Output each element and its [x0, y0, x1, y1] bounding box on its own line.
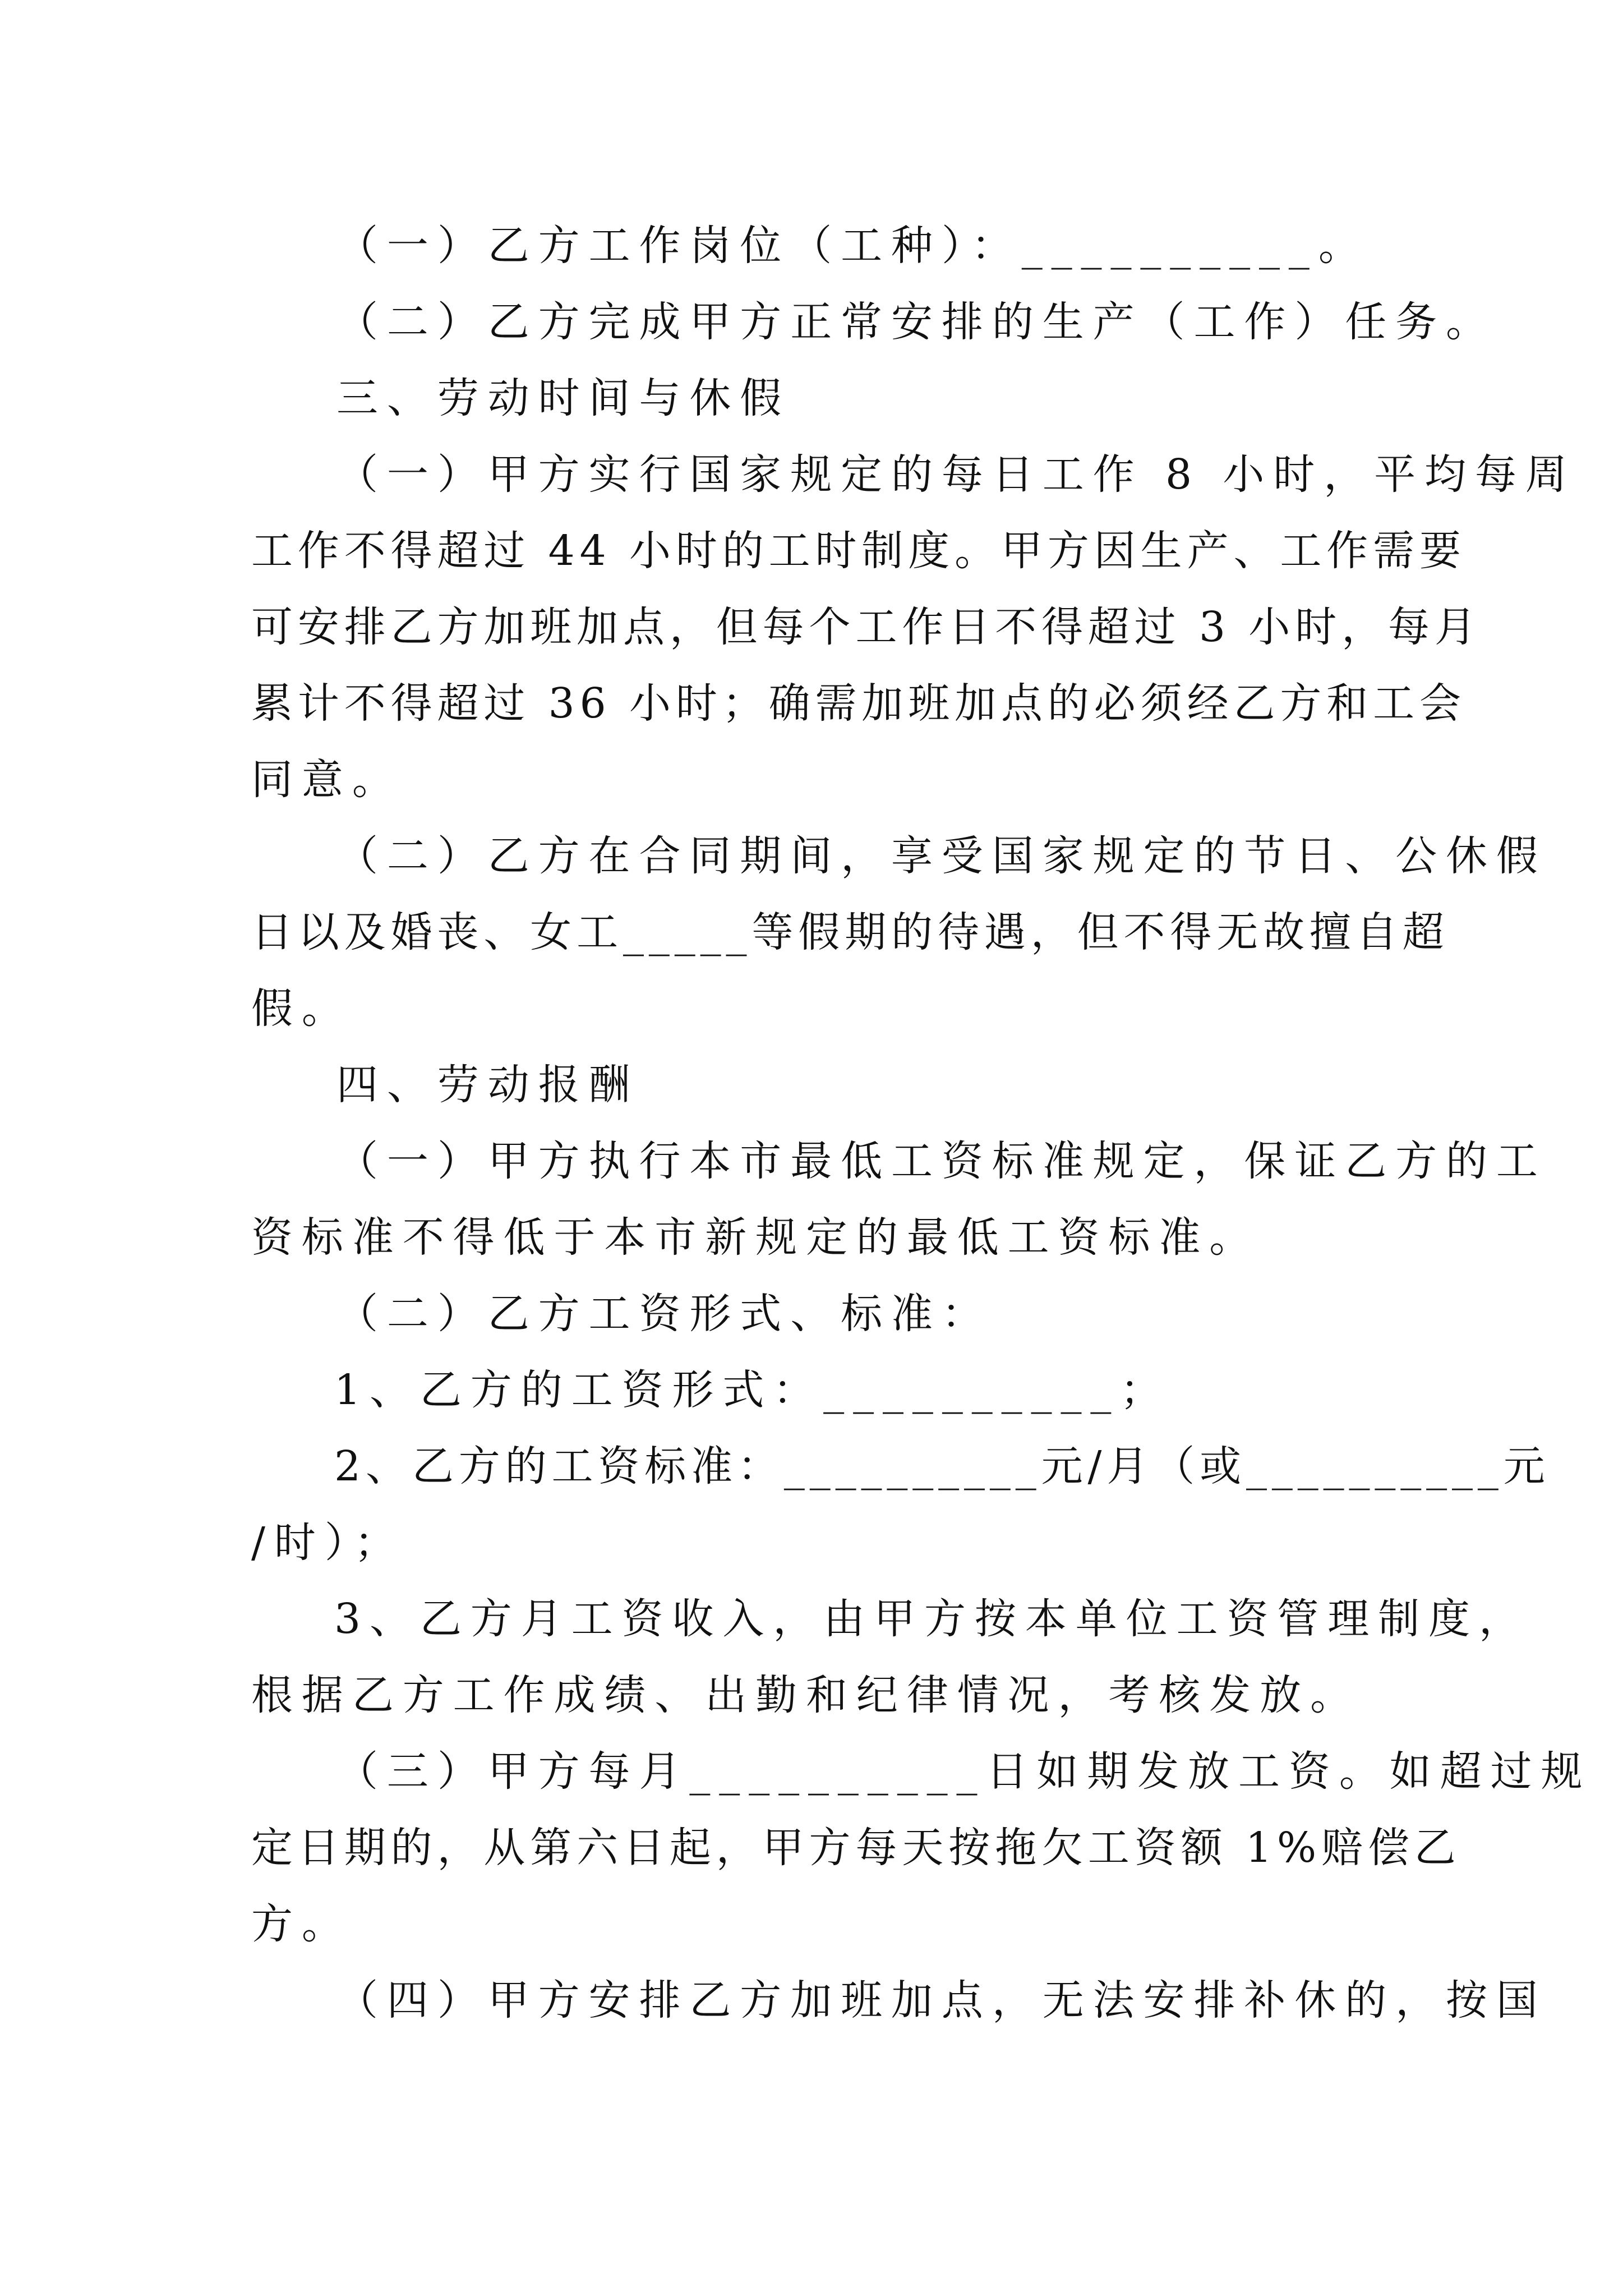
item-wage-standard-line-2: /时）；	[251, 1519, 405, 1567]
item-monthly-income-line-2: 根据乙方工作成绩、出勤和纪律情况，考核发放。	[251, 1671, 1361, 1719]
paragraph-minimum-wage-line-1: （一）甲方执行本市最低工资标准规定，保证乙方的工	[336, 1137, 1547, 1185]
paragraph-overtime-line-1: （四）甲方安排乙方加班加点，无法安排补休的，按国	[336, 1976, 1547, 2024]
paragraph-holidays-line-1: （二）乙方在合同期间，享受国家规定的节日、公休假	[336, 832, 1547, 880]
clause-3-1-job-position: （一）乙方工作岗位（工种）：__________。	[336, 222, 1369, 270]
paragraph-working-hours-line-2: 工作不得超过 44 小时的工时制度。甲方因生产、工作需要	[251, 527, 1466, 575]
paragraph-wage-form-heading: （二）乙方工资形式、标准：	[336, 1290, 992, 1338]
paragraph-holidays-line-2: 日以及婚丧、女工_____等假期的待遇，但不得无故擅自超	[251, 908, 1449, 956]
clause-3-2-tasks: （二）乙方完成甲方正常安排的生产（工作）任务。	[336, 298, 1496, 346]
paragraph-working-hours-line-4: 累计不得超过 36 小时；确需加班加点的必须经乙方和工会	[251, 679, 1466, 728]
paragraph-working-hours-line-1: （一）甲方实行国家规定的每日工作 8 小时，平均每周	[336, 450, 1576, 499]
paragraph-working-hours-line-5: 同意。	[251, 756, 403, 804]
paragraph-pay-date-line-1: （三）甲方每月__________日如期发放工资。如超过规	[336, 1747, 1592, 1796]
paragraph-minimum-wage-line-2: 资标准不得低于本市新规定的最低工资标准。	[251, 1213, 1260, 1262]
item-monthly-income-line-1: 3、乙方月工资收入，由甲方按本单位工资管理制度，	[334, 1595, 1529, 1643]
paragraph-holidays-line-3: 假。	[251, 984, 352, 1033]
paragraph-pay-date-line-2: 定日期的，从第六日起，甲方每天按拖欠工资额 1%赔偿乙	[251, 1824, 1461, 1872]
section-heading-remuneration: 四、劳动报酬	[336, 1061, 639, 1109]
item-wage-standard-line-1: 2、乙方的工资标准：__________元/月（或__________元	[334, 1442, 1550, 1490]
section-heading-working-hours: 三、劳动时间与休假	[336, 374, 791, 422]
item-wage-form: 1、乙方的工资形式：__________；	[334, 1366, 1171, 1414]
paragraph-working-hours-line-3: 可安排乙方加班加点，但每个工作日不得超过 3 小时，每月	[251, 603, 1481, 651]
paragraph-pay-date-line-3: 方。	[251, 1900, 352, 1948]
